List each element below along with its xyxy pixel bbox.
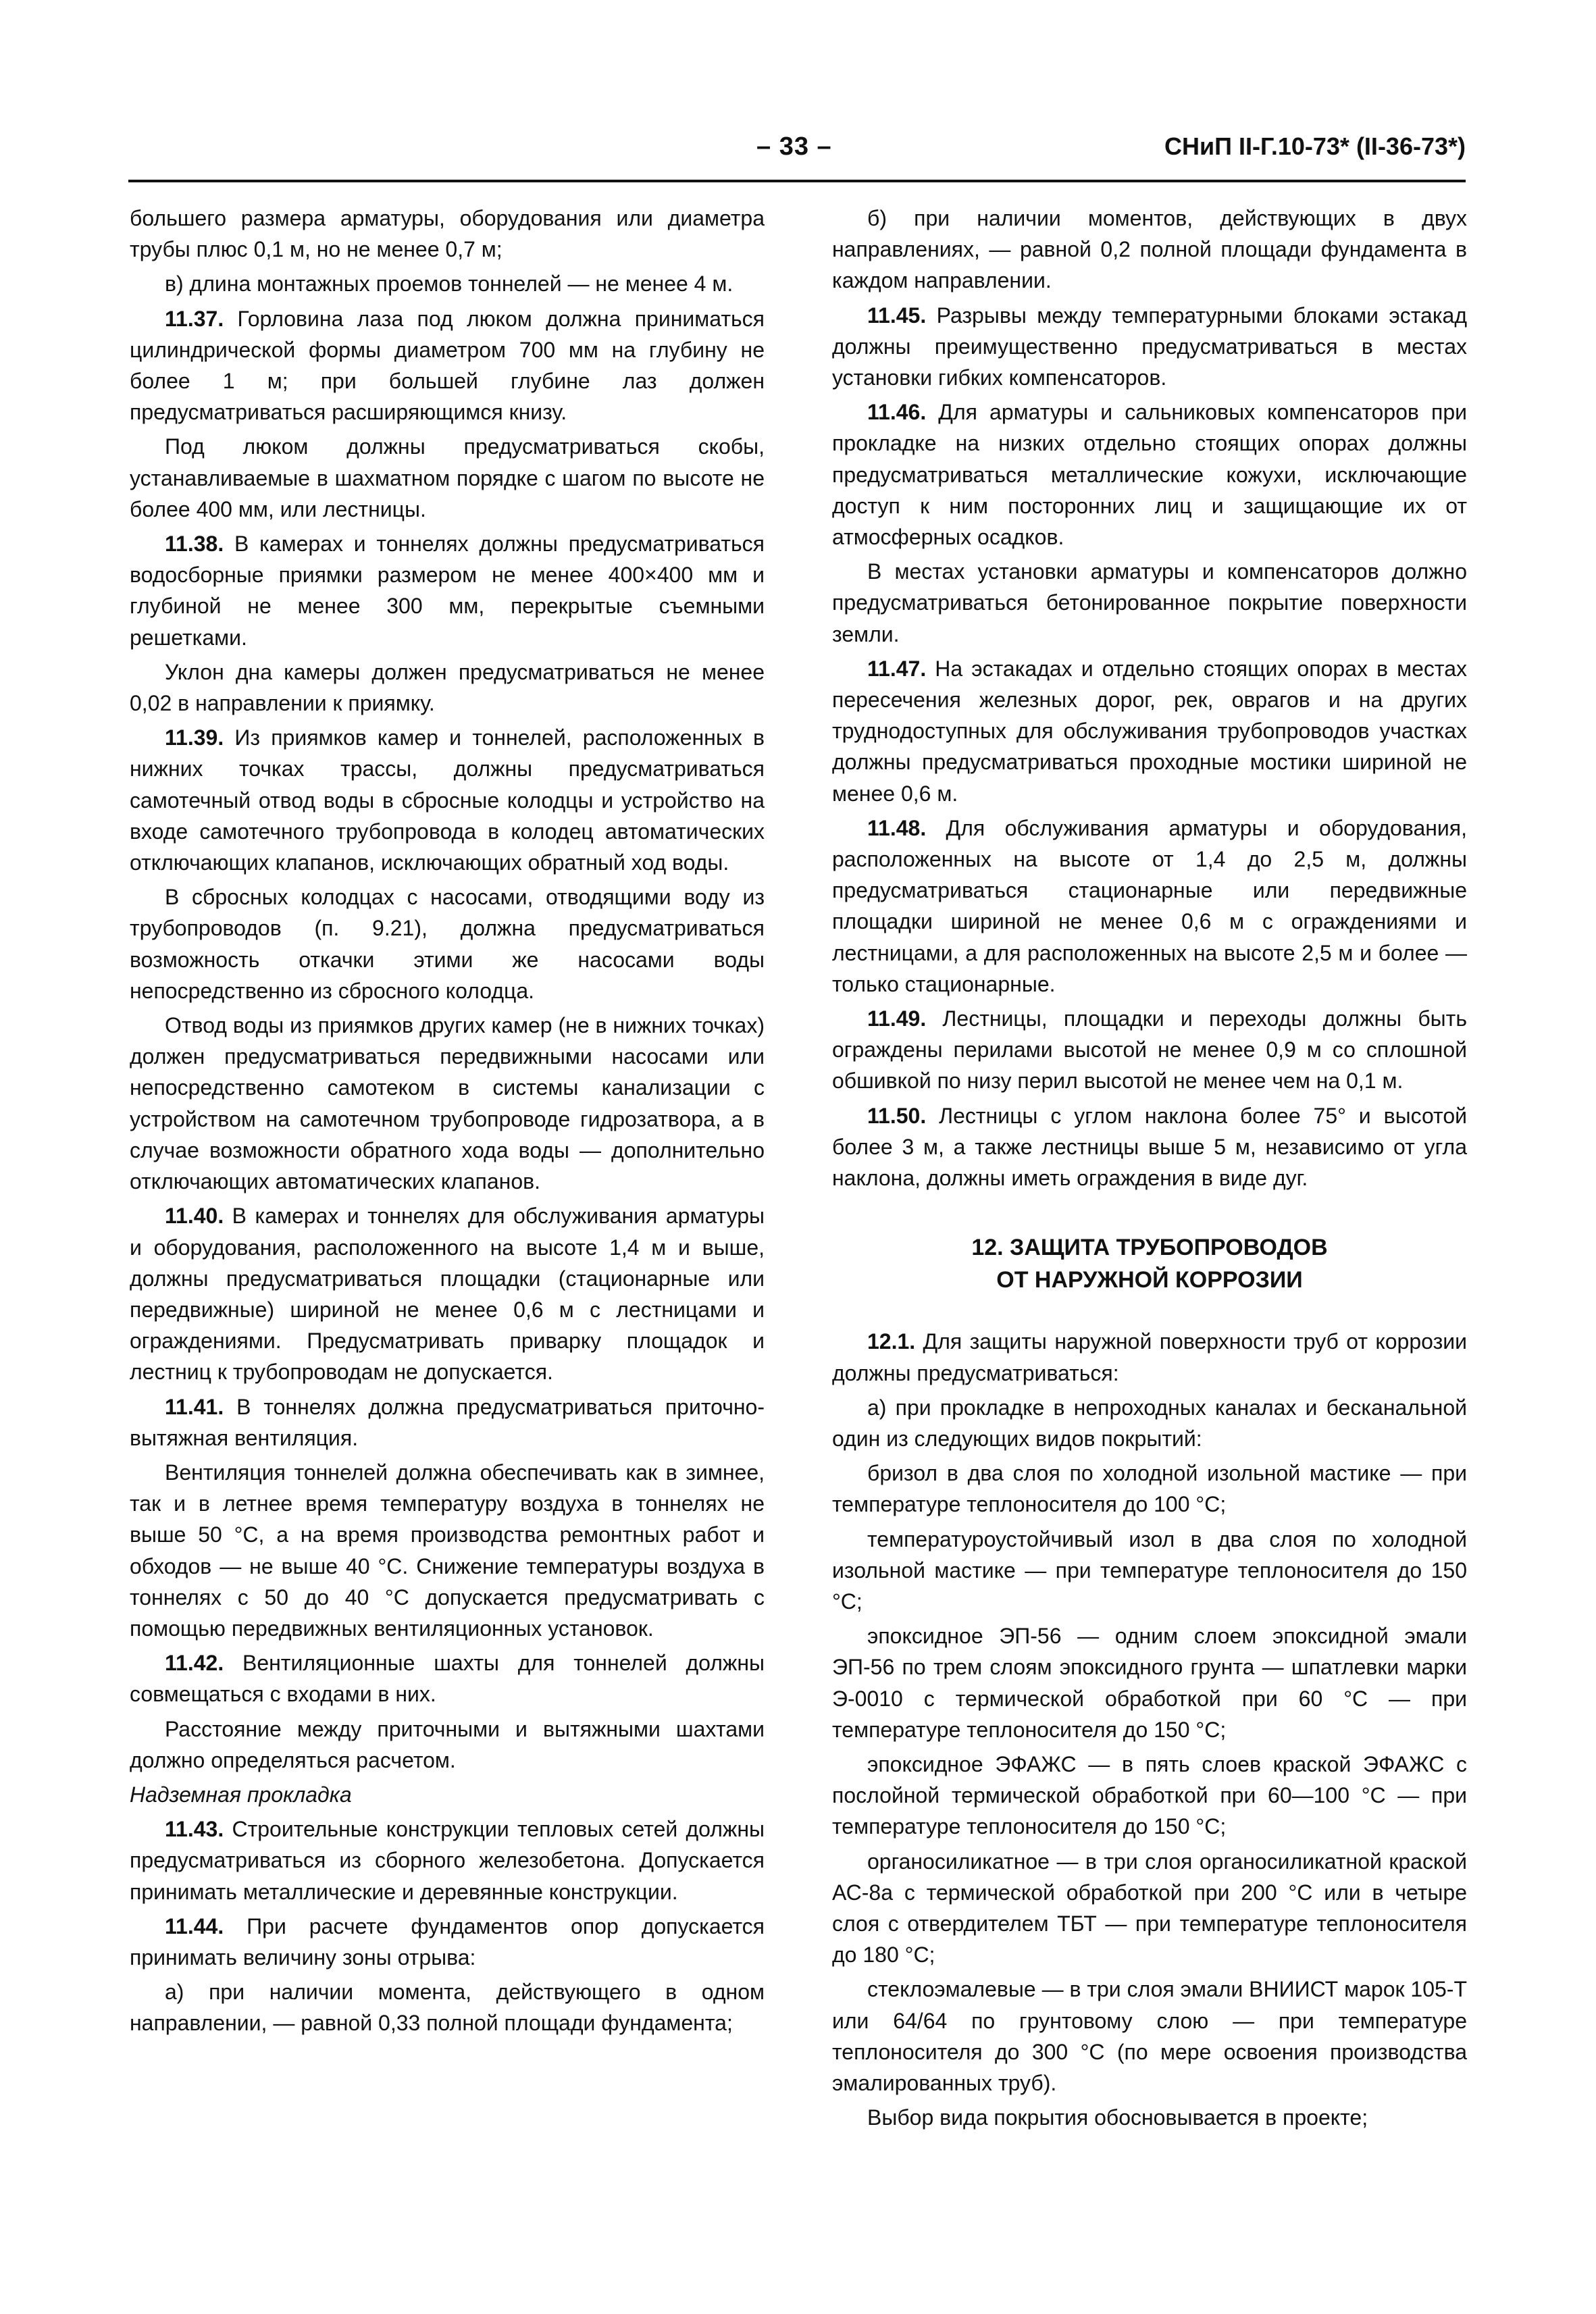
- paragraph: Отвод воды из приямков других камер (не в нижних точках) должен предусматриваться передвижными насосами или непосредственно самотеком в системы канализации с устройством на самотечном трубопроводе гидрозатвора, а в случае возможности обратного хода воды — дополнительно отключающих автоматических клапанов.: [130, 1013, 765, 1194]
- clause-text: Лестницы, площадки и переходы должны быть ограждены перилами высотой не менее 0,9 м со сплошной обшивкой по низу перил высотой не менее чем на 0,1 м.: [832, 1006, 1467, 1094]
- paragraph: большего размера арматуры, оборудования или диаметра трубы плюс 0,1 м, но не менее 0,7 м;: [130, 206, 765, 262]
- paragraph: а) при наличии момента, действующего в одном направлении, — равной 0,33 полной площади фундамента;: [130, 1980, 765, 2036]
- clause-text: Разрывы между температурными блоками эстакад должны преимущественно предусматриваться в местах установки гибких компенсаторов.: [832, 303, 1467, 390]
- clause-number: 11.46.: [867, 400, 927, 425]
- paragraph: Вентиляция тоннелей должна обеспечивать как в зимнее, так и в летнее время температуру воздуха в тоннелях не выше 50 °С, а на время производства ремонтных работ и обходов — не выше 40 °С. Снижение температуры воздуха в тоннелях с 50 до 40 °С допускается предусматривать с помощью передвижных вентиляционных установок.: [130, 1460, 765, 1641]
- clause-number: 11.43.: [165, 1817, 224, 1842]
- clause-text: Из приямков камер и тоннелей, расположенных в нижних точках трассы, должны предусматриваться самотечный отвод воды в сбросные колодцы и устройство на входе самотечного трубопровода в колодец автоматических отключающих клапанов, исключающих обратный ход воды.: [130, 725, 765, 875]
- paragraph: Уклон дна камеры должен предусматриваться не менее 0,02 в направлении к приямку.: [130, 659, 765, 716]
- section-title-line: 12. ЗАЩИТА ТРУБОПРОВОДОВ: [971, 1235, 1328, 1261]
- paragraph: температуроустойчивый изол в два слоя по холодной изольной мастике — при температуре теплоносителя до 150 °С;: [832, 1526, 1467, 1614]
- clause-number: 11.41.: [165, 1394, 224, 1419]
- clause-text: При расчете фундаментов опор допускается принимать величину зоны отрыва:: [130, 1913, 765, 1970]
- clause-number: 11.37.: [165, 306, 224, 331]
- clause-number: 11.48.: [867, 815, 927, 840]
- page-number: – 33 –: [756, 132, 832, 161]
- clause-11-48: [832, 813, 1467, 1000]
- clause-11-45: [832, 300, 1467, 394]
- clause-11-39: [130, 722, 765, 878]
- clause-number: 11.39.: [165, 725, 224, 750]
- paragraph: а) при прокладке в непроходных каналах и бесканальной один из следующих видов покрытий:: [832, 1395, 1467, 1451]
- document-code: СНиП II-Г.10-73* (II-36-73*): [1164, 132, 1466, 160]
- clause-text: В камерах и тоннелях для обслуживания арматуры и оборудования, расположенного на высоте 1,4 м и выше, должны предусматриваться площадки (стационарные или передвижные) шириной не менее 0,6 м с лестницами и ограждениями. Предусматривать приварку площадок и лестниц к трубопроводам не допускается.: [130, 1204, 765, 1385]
- clause-text: Строительные конструкции тепловых сетей должны предусматриваться из сборного железобетона. Допускается принимать металлические и деревянные конструкции.: [130, 1817, 765, 1904]
- paragraph: эпоксидное ЭП-56 — одним слоем эпоксидной эмали ЭП-56 по трем слоям эпоксидного грунта — шпатлевки марки Э-0010 с термической обработкой при 60 °С — при температуре теплоносителя до 150 °С;: [832, 1624, 1467, 1742]
- clause-text: На эстакадах и отдельно стоящих опорах в местах пересечения железных дорог, рек, оврагов и на других труднодоступных для обслуживания трубопроводов участках должны предусматриваться проходные мостики шириной не менее 0,6 м.: [832, 656, 1467, 806]
- clause-11-41: [130, 1391, 765, 1454]
- clause-number: 11.42.: [165, 1651, 224, 1676]
- left-column: [130, 203, 765, 2042]
- paragraph: органосиликатное — в три слоя органосиликатной краской АС-8а с термической обработкой при 200 °С или в четыре слоя с отвердителем ТБТ — при температуре теплоносителя до 180 °С;: [832, 1849, 1467, 1968]
- clause-11-38: [130, 528, 765, 653]
- clause-number: 11.45.: [867, 303, 927, 328]
- clause-11-44: [130, 1911, 765, 1973]
- clause-11-37: [130, 303, 765, 428]
- clause-number: 11.49.: [867, 1006, 927, 1031]
- clause-number: 12.1.: [867, 1329, 916, 1354]
- clause-11-49: [832, 1003, 1467, 1097]
- clause-text: В тоннелях должна предусматриваться приточно-вытяжная вентиляция.: [130, 1394, 765, 1450]
- clause-text: Лестницы с углом наклона более 75° и высотой более 3 м, а также лестницы выше 5 м, независимо от угла наклона, должны иметь ограждения в виде дуг.: [832, 1103, 1467, 1191]
- clause-number: 11.47.: [867, 656, 927, 681]
- right-column: [832, 203, 1467, 2136]
- paragraph: эпоксидное ЭФАЖС — в пять слоев краской ЭФАЖС с послойной термической обработкой при 60—100 °С — при температуре теплоносителя до 150 °С;: [832, 1751, 1467, 1839]
- subsection-heading: Надземная прокладка: [130, 1782, 352, 1807]
- paragraph: В местах установки арматуры и компенсаторов должно предусматриваться бетонированное покрытие поверхности земли.: [832, 559, 1467, 646]
- paragraph: стеклоэмалевые — в три слоя эмали ВНИИСТ марок 105-Т или 64/64 по грунтовому слою — при температуре теплоносителя до 300 °С (по мере освоения производства эмалированных труб).: [832, 1977, 1467, 2095]
- paragraph: бризол в два слоя по холодной изольной мастике — при температуре теплоносителя до 100 °С;: [832, 1461, 1467, 1517]
- clause-text: Для обслуживания арматуры и оборудования, расположенных на высоте от 1,4 до 2,5 м, должны предусматриваться стационарные или передвижные площадки шириной не менее 0,6 м с ограждениями и лестницами, а для расположенных на высоте 2,5 м и более — только стационарные.: [832, 815, 1467, 996]
- clause-text: Горловина лаза под люком должна приниматься цилиндрической формы диаметром 700 мм на глубину не более 1 м; при большей глубине лаз должен предусматриваться расширяющимся книзу.: [130, 306, 765, 425]
- clause-text: Вентиляционные шахты для тоннелей должны совмещаться с входами в них.: [130, 1651, 765, 1707]
- clause-11-47: [832, 653, 1467, 809]
- header-divider: [128, 180, 1466, 182]
- section-title-line: ОТ НАРУЖНОЙ КОРРОЗИИ: [996, 1267, 1303, 1293]
- page-header: [128, 132, 1466, 177]
- paragraph: В сбросных колодцах с насосами, отводящими воду из трубопроводов (п. 9.21), должна предусматриваться возможность откачки этими же насосами воды непосредственно из сбросного колодца.: [130, 885, 765, 1003]
- clause-11-43: [130, 1814, 765, 1907]
- clause-text: В камерах и тоннелях должны предусматриваться водосборные приямки размером не менее 400×400 мм и глубиной не менее 300 мм, перекрытые съемными решетками.: [130, 532, 765, 650]
- clause-11-42: [130, 1647, 765, 1709]
- clause-11-40: [130, 1200, 765, 1387]
- section-title: [832, 1231, 1467, 1296]
- paragraph: Под люком должны предусматриваться скобы, устанавливаемые в шахматном порядке с шагом по высоте не более 400 мм, или лестницы.: [130, 434, 765, 521]
- paragraph: Выбор вида покрытия обосновывается в проекте;: [867, 2105, 1368, 2130]
- clause-11-50: [832, 1100, 1467, 1194]
- clause-12-1: [832, 1326, 1467, 1388]
- clause-number: 11.38.: [165, 532, 224, 557]
- clause-number: 11.50.: [867, 1103, 927, 1128]
- clause-number: 11.44.: [165, 1913, 224, 1938]
- clause-number: 11.40.: [165, 1204, 224, 1229]
- clause-text: Для защиты наружной поверхности труб от коррозии должны предусматриваться:: [832, 1329, 1467, 1385]
- paragraph: б) при наличии моментов, действующих в двух направлениях, — равной 0,2 полной площади фундамента в каждом направлении.: [832, 206, 1467, 293]
- paragraph: в) длина монтажных проемов тоннелей — не менее 4 м.: [165, 272, 733, 297]
- clause-text: Для арматуры и сальниковых компенсаторов при прокладке на низких отдельно стоящих опорах должны предусматриваться металлические кожухи, исключающие доступ к ним посторонних лиц и защищающие их от атмосферных осадков.: [832, 400, 1467, 550]
- clause-11-46: [832, 396, 1467, 552]
- paragraph: Расстояние между приточными и вытяжными шахтами должно определяться расчетом.: [130, 1716, 765, 1772]
